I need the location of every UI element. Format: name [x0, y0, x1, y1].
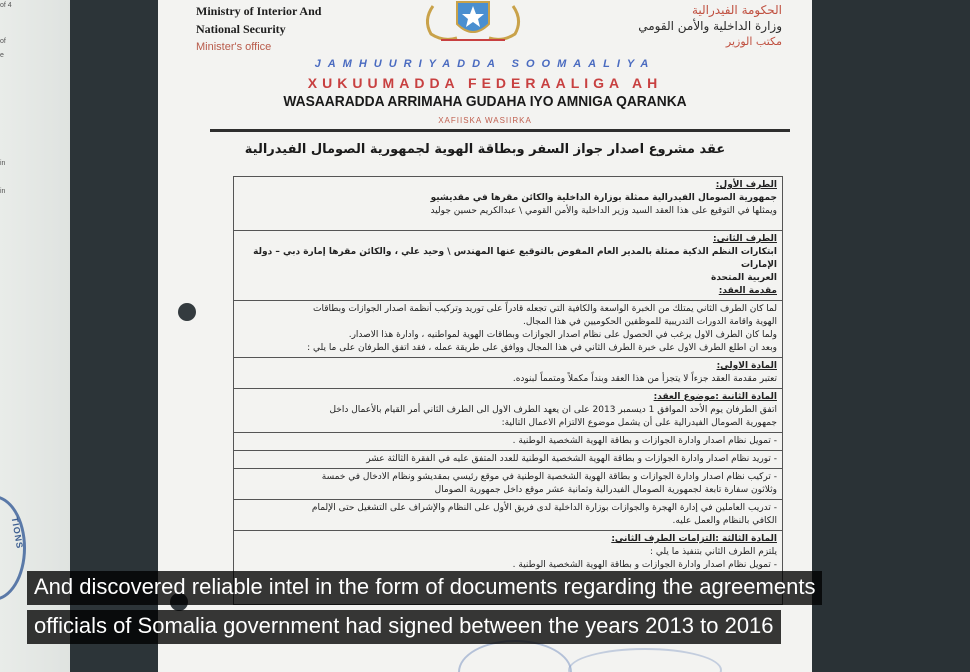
table-row	[234, 469, 783, 500]
page-fragment: in	[0, 160, 6, 167]
arabic-ministry-name: وزارة الداخلية والأمن القومي	[638, 19, 782, 33]
paragraph: ولما كان الطرف الاول يرغب في الحصول على نظام اصدار الجوازات وبطاقات الهوية لمواطنيه ، وادارة هذا الاصدار.	[348, 330, 777, 340]
table-row	[234, 358, 783, 389]
ministry-name-line1: Ministry of Interior And	[196, 4, 322, 18]
official-seal-stamp	[0, 495, 26, 601]
section-heading: المادة الاولى:	[716, 361, 777, 371]
office-somali-name: XAFIISKA WASIIRKA	[438, 116, 532, 125]
page-fragment: in	[0, 188, 6, 195]
party2-name: ابتكارات النظم الذكية ممثلة بالمدير العام المفوض بالتوقيع عنها المهندس \ وحيد علي ، والكائن مقرها إمارة دبي – دولة الإمارات	[253, 247, 777, 270]
subtitle-line-1: And discovered reliable intel in the form of documents regarding the agreements	[27, 571, 943, 605]
signature-stamp	[568, 648, 722, 672]
contract-table	[233, 176, 783, 605]
somalia-coat-of-arms-icon	[413, 0, 533, 44]
page-fragment: of 4	[0, 2, 12, 9]
list-item: - توريد نظام اصدار وادارة الجوازات و بطاقة الهوية الشخصية الوطنية للعدد المتفق عليه في الفقرة الثالثة عشر	[366, 454, 777, 464]
party1-representative: ويمثلها في التوقيع على هذا العقد السيد وزير الداخلية والأمن القومي \ عبدالكريم حسين جوليد	[430, 206, 777, 216]
list-item: - تركيب نظام اصدار وادارة الجوازات و بطاقة الهوية الشخصية الوطنية في موقع رئيسي بمقديشو ونظام الادخال في خمسة	[321, 472, 777, 482]
arabic-government-name: الحكومة الفيدرالية	[691, 3, 782, 17]
subtitle-line-2: officials of Somalia government had signed between the years 2013 to 2016	[27, 610, 943, 644]
table-row	[234, 433, 783, 451]
federal-government-name: XUKUUMADDA FEDERAALIGA AH	[307, 75, 663, 91]
document-title: عقد مشروع اصدار جواز السفر وبطاقة الهوية لجمهورية الصومال الفيدرالية	[244, 142, 726, 157]
page-fragment: e	[0, 52, 4, 59]
list-item: - تمويل نظام اصدار وادارة الجوازات و بطاقة الهوية الشخصية الوطنية .	[512, 560, 777, 570]
list-item: الكافي بالنظام والعمل عليه.	[672, 516, 777, 526]
ministry-name-line2: National Security	[196, 22, 286, 36]
paragraph: وبعد ان اطلع الطرف الاول على خبرة الطرف الثاني في هذا المجال ووافق على طريقة عمله ، فقد اتفق الطرفان على ما يلي :	[307, 343, 777, 353]
letterhead-english	[196, 2, 321, 56]
table-row	[234, 500, 783, 531]
letterhead-arabic	[638, 2, 782, 50]
section-heading: مقدمة العقد:	[718, 286, 777, 296]
paragraph: يلتزم الطرف الثاني بتنفيذ ما يلي :	[649, 547, 777, 557]
table-row	[234, 301, 783, 358]
paragraph: لما كان الطرف الثاني يمتلك من الخبرة الواسعة والكافية التي تجعله قادراً على توريد وتركيب أنظمة اصدار الجوازات وبطاقات	[312, 304, 777, 314]
list-item: وثلاثون سفارة تابعة لجمهورية الصومال الفيدرالية وثمانية عشر موقع داخل جمهورية الصومال	[434, 485, 777, 495]
section-heading: المادة الثالثة :التزامات الطرف الثاني:	[611, 534, 777, 544]
punch-hole	[178, 303, 196, 321]
office-name: Minister's office	[196, 41, 272, 53]
ministry-somali-name: WASAARADDA ARRIMAHA GUDAHA IYO AMNIGA QARANKA	[283, 93, 687, 110]
official-seal-stamp	[458, 640, 572, 672]
table-row	[234, 451, 783, 469]
list-item: - تدريب العاملين في إدارة الهجرة والجوازات بوزارة الداخلية لدى فريق الأول على النظام والإشراف على التشغيل حتى الإلمام	[311, 503, 777, 513]
seal-text: TIONS	[9, 516, 26, 550]
republic-name: JAMHUURIYADDA SOOMAALIYA	[314, 58, 656, 70]
page-fragment: of	[0, 38, 6, 45]
table-row	[234, 231, 783, 301]
section-heading: الطرف الثاني:	[712, 234, 777, 244]
section-heading: المادة الثانية :موضوع العقد:	[653, 392, 777, 402]
arabic-office-name: مكتب الوزير	[725, 35, 782, 48]
header-divider	[210, 129, 790, 132]
section-heading: الطرف الأول:	[715, 180, 777, 190]
paragraph: الهوية واقامة الدورات التدريبية للموظفين الحكوميين في هذا المجال.	[522, 317, 777, 327]
list-item: - تمويل نظام اصدار وادارة الجوازات و بطاقة الهوية الشخصية الوطنية .	[512, 436, 777, 446]
paragraph: تعتبر مقدمة العقد جزءاً لا يتجزأ من هذا العقد وبنداً مكملاً ومتمماً لبنوده.	[512, 374, 777, 384]
table-row	[234, 389, 783, 433]
paragraph: اتفق الطرفان يوم الأحد الموافق 1 ديسمبر 2013 على ان يعهد الطرف الاول الى الطرف الثاني أمر القيام بالأعمال داخل	[329, 405, 777, 415]
party2-country: العربية المتحدة	[711, 273, 777, 283]
table-row	[234, 177, 783, 231]
party1-name: جمهورية الصومال الفيدرالية ممثلة بوزارة الداخلية والكائن مقرها في مقديشيو	[430, 193, 777, 203]
paragraph: جمهورية الصومال الفيدرالية على أن يشمل موضوع الالتزام الاعمال التالية:	[501, 418, 777, 428]
